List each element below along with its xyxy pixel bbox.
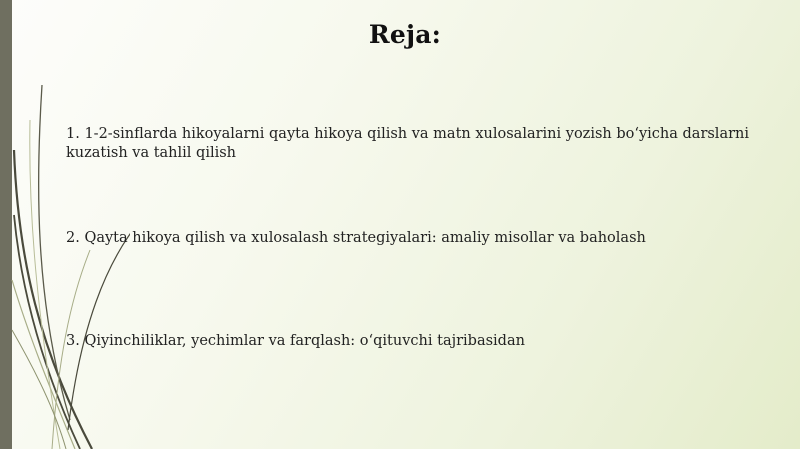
decorative-lines [0, 0, 130, 449]
deco-stroke-light [12, 280, 75, 449]
slide-title: Reja: [368, 20, 442, 49]
agenda-item-2: 2. Qayta hikoya qilish va xulosalash strategiyalari: amaliy misollar va baholash [66, 230, 646, 246]
agenda-item-1: 1. 1-2-sinflarda hikoyalarni qayta hikoya qilish va matn xulosalarini yozish bo‘yicha darslarni kuzatish va tahlil qilish [66, 126, 750, 161]
agenda-item-3: 3. Qiyinchiliklar, yechimlar va farqlash: o‘qituvchi tajribasidan [66, 333, 525, 349]
